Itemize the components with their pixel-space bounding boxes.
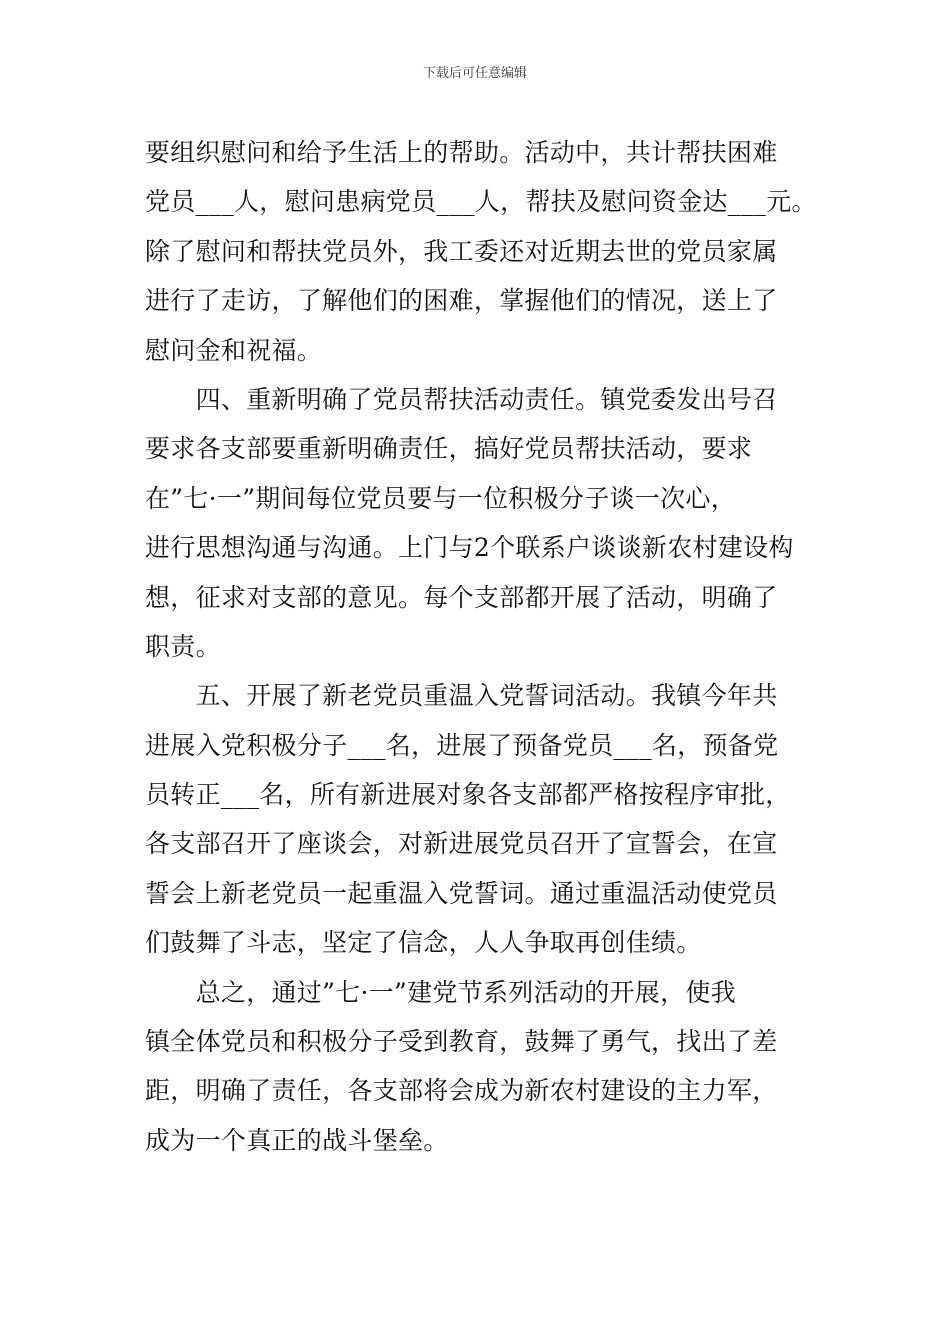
text-line: 在”七·一”期间每位党员要与一位积极分子谈一次心， [145,483,737,513]
text-line: 四、重新明确了党员帮扶活动责任。镇党委发出号召 [145,384,778,414]
text-line: 誓会上新老党员一起重温入党誓词。通过重温活动使党员 [145,878,778,908]
text-line: 五、开展了新老党员重温入党誓词活动。我镇今年共 [145,681,778,711]
text-line: 想，征求对支部的意见。每个支部都开展了活动，明确了 [145,582,778,612]
text-line: 员转正___名，所有新进展对象各支部都严格按程序审批， [145,780,791,810]
text-line: 进行思想沟通与沟通。上门与2个联系户谈谈新农村建设构 [145,533,794,563]
text-line: 党员___人，慰问患病党员___人，帮扶及慰问资金达___元。 [145,187,817,217]
text-line: 职责。 [145,631,221,661]
paragraph-conclusion [145,968,815,1166]
document-body [145,128,815,1165]
page-header: 下载后可任意编辑 [422,66,527,81]
text-line: 进展入党积极分子___名，进展了预备党员___名，预备党 [145,730,779,760]
text-line: 们鼓舞了斗志，坚定了信念，人人争取再创佳绩。 [145,928,702,958]
text-line: 进行了走访，了解他们的困难，掌握他们的情况，送上了 [145,286,778,316]
text-line: 距，明确了责任，各支部将会成为新农村建设的主力军， [145,1076,778,1106]
paragraph-section-five [145,671,815,967]
text-line: 成为一个真正的战斗堡垒。 [145,1125,449,1155]
text-line: 各支部召开了座谈会，对新进展党员召开了宣誓会，在宣 [145,829,778,859]
text-line: 要求各支部要重新明确责任，搞好党员帮扶活动，要求 [145,434,753,464]
text-line: 总之，通过”七·一”建党节系列活动的开展，使我 [145,977,737,1007]
text-line: 要组织慰问和给予生活上的帮助。活动中，共计帮扶困难 [145,138,778,167]
paragraph-assistance [145,128,815,375]
text-line: 慰问金和祝福。 [145,335,323,365]
text-line: 镇全体党员和积极分子受到教育，鼓舞了勇气，找出了差 [145,1027,778,1057]
paragraph-section-four [145,375,815,671]
text-line: 除了慰问和帮扶党员外，我工委还对近期去世的党员家属 [145,236,778,266]
